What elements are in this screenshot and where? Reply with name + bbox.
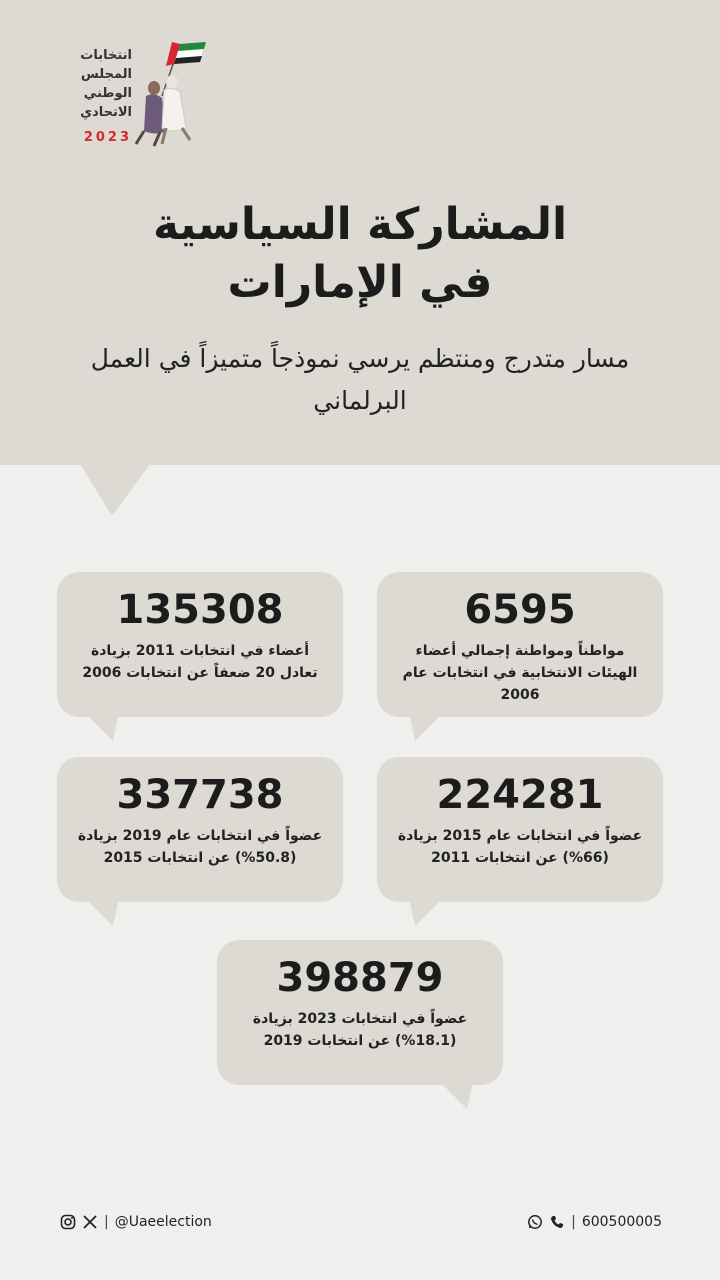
stat-number: 337738 [116, 772, 284, 818]
social-handles [60, 1214, 212, 1230]
page-title [40, 196, 680, 312]
phone-icon[interactable] [549, 1214, 565, 1230]
logo-line-2: المجلس [80, 67, 132, 82]
stat-bubble-2006 [377, 572, 663, 717]
logo-line-4: الاتحادي [80, 105, 132, 120]
logo-line-3: الوطني [83, 86, 132, 101]
social-handle[interactable]: @Uaeelection [114, 1214, 212, 1230]
logo-year: 2023 [83, 130, 132, 145]
stat-number: 224281 [436, 772, 604, 818]
stat-description: أعضاء في انتخابات 2011 بزيادة تعادل 20 ضعفاً عن انتخابات 2006 [82, 643, 318, 681]
contact-info [527, 1214, 662, 1230]
stat-bubble-2011 [57, 572, 343, 717]
bubble-tail [85, 713, 125, 743]
bubble-tail [409, 898, 449, 928]
page-subtitle: مسار متدرج ومنتظم يرسي نموذجاً متميزاً في العمل البرلماني [90, 344, 630, 415]
stat-description: عضواً في انتخابات عام 2019 بزيادة (50.8%) عن انتخابات 2015 [77, 828, 323, 866]
stat-number: 398879 [276, 955, 444, 1001]
logo-line-1: انتخابات [80, 48, 132, 63]
phone-number[interactable]: 600500005 [581, 1214, 662, 1230]
stat-bubble-2023 [217, 940, 503, 1085]
divider: | [104, 1214, 109, 1230]
stat-description: مواطناً ومواطنة إجمالي أعضاء الهيئات الانتخابية في انتخابات عام 2006 [402, 643, 638, 703]
election-logo-text [62, 46, 132, 122]
footer [0, 1210, 720, 1240]
stat-number: 6595 [464, 587, 576, 633]
bubble-tail [409, 713, 449, 743]
stat-bubble-2019 [57, 757, 343, 902]
stat-description: عضواً في انتخابات 2023 بزيادة (18.1%) عن انتخابات 2019 [252, 1011, 468, 1049]
stat-description: عضواً في انتخابات عام 2015 بزيادة (66%) عن انتخابات 2011 [397, 828, 643, 866]
title-line-1: المشاركة السياسية [152, 199, 568, 250]
bubble-tail [85, 898, 125, 928]
bubble-tail [439, 1081, 479, 1111]
instagram-icon[interactable] [60, 1214, 76, 1230]
header-panel-tail [0, 464, 720, 524]
whatsapp-icon[interactable] [527, 1214, 543, 1230]
title-line-2: في الإمارات [227, 257, 493, 308]
stat-number: 135308 [116, 587, 284, 633]
stat-bubble-2015 [377, 757, 663, 902]
divider: | [571, 1214, 576, 1230]
flag-runners-logo-icon [132, 36, 212, 151]
x-twitter-icon[interactable] [82, 1214, 98, 1230]
